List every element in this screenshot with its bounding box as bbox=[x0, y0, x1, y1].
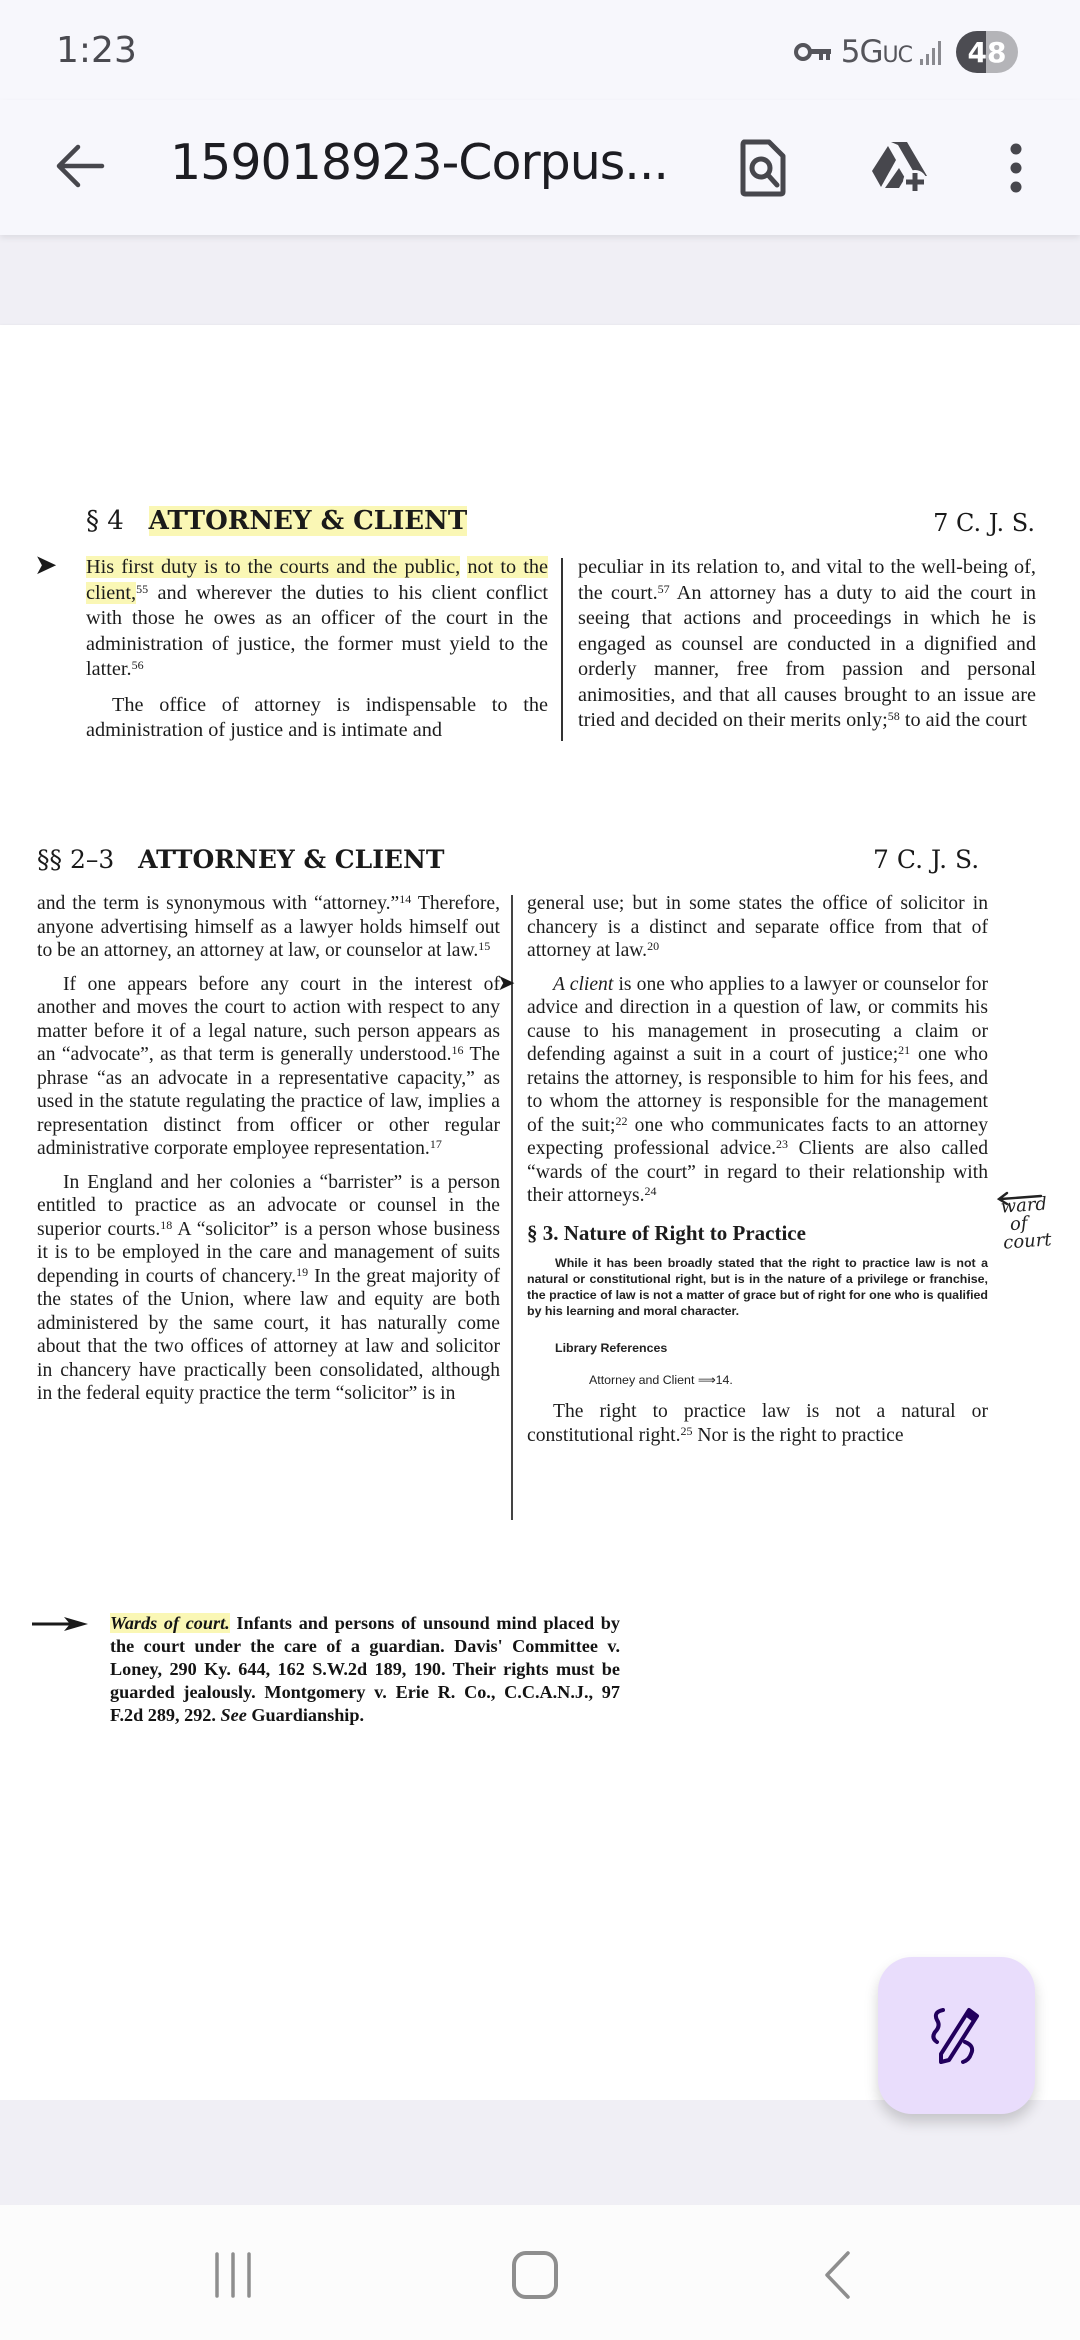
back-icon bbox=[822, 2250, 852, 2300]
footnote-ref: 57 bbox=[657, 581, 670, 596]
recent-apps-button[interactable] bbox=[183, 2235, 283, 2315]
paragraph-text: The right to practice law is not a natural or constitutional right. bbox=[527, 1401, 988, 1446]
defined-term: A client bbox=[553, 973, 614, 995]
section2-volume: 7 C. J. S. bbox=[873, 845, 980, 874]
footnote-ref: 19 bbox=[296, 1264, 309, 1279]
section2-left-column bbox=[37, 892, 500, 1406]
paragraph-text: general use; but in some states the office of solicitor in chancery is a distinct and separate office from that of attorney at law. bbox=[527, 893, 988, 961]
section2-number: §§ 2–3 bbox=[37, 845, 115, 874]
footnote-ref: 56 bbox=[131, 658, 144, 672]
paragraph-text: Clients are also called “wards of the court” in regard to their relationship with their attorneys. bbox=[527, 1138, 988, 1206]
footnote-ref: 18 bbox=[160, 1217, 173, 1232]
footnote-ref: 21 bbox=[898, 1043, 911, 1057]
footnote-ref: 14 bbox=[399, 892, 412, 906]
footnote-ref: 24 bbox=[644, 1184, 657, 1198]
footnote-ref: 58 bbox=[887, 709, 900, 723]
section1-right-column bbox=[578, 555, 1036, 734]
status-time: 1:23 bbox=[56, 30, 137, 71]
subsection-summary: While it has been broadly stated that the right to practice law is not a natural or constitutional right, but is in the nature of a privilege or franchise, the practice of law is not a matter of grace but of right for one who is qualified by his learning and moral character. bbox=[527, 1256, 988, 1318]
network-label: 5G bbox=[840, 34, 883, 70]
vpn-key-icon bbox=[793, 40, 833, 64]
footnote-ref: 25 bbox=[680, 1423, 693, 1438]
section1-left-column bbox=[86, 555, 548, 744]
system-nav-bar bbox=[0, 2205, 1080, 2340]
paragraph-text: is one who applies to a lawyer or counselor for advice and direction in a question of law, or commits his cause to his management in prosecuting a claim or defending against a suit in a court of justice; bbox=[527, 973, 988, 1065]
back-arrow-icon bbox=[54, 143, 106, 189]
footnote-ref: 55 bbox=[136, 581, 149, 596]
battery-icon bbox=[956, 31, 1018, 73]
paragraph-text: and wherever the duties to his client conflict with those he owes as an officer of the court in the administration of justice, the former must yield to the latter. bbox=[86, 581, 548, 680]
paragraph-text: one who communicates facts to an attorney expecting professional advice. bbox=[527, 1114, 989, 1159]
signal-icon bbox=[920, 39, 948, 65]
section1-title: ATTORNEY & CLIENT bbox=[148, 506, 468, 536]
paragraph-text: In England and her colonies a “barrister” is a person entitled to practice as an advocate or counsel in the superior courts. bbox=[37, 1171, 500, 1240]
document-page[interactable] bbox=[0, 325, 1080, 2100]
definition-footnote bbox=[110, 1612, 620, 1727]
margin-arrow-icon: ➤ bbox=[34, 548, 58, 581]
highlighted-text: not to the client, bbox=[86, 556, 549, 604]
add-to-drive-button[interactable] bbox=[862, 130, 938, 206]
handwritten-word: ward bbox=[1000, 1193, 1048, 1218]
footnote-ref: 17 bbox=[429, 1137, 442, 1151]
draw-pen-icon bbox=[929, 2006, 985, 2066]
paragraph-text: Nor is the right to practice bbox=[692, 1424, 904, 1446]
viewer-background-top bbox=[0, 235, 1080, 325]
paragraph-text: Therefore, anyone advertising himself as a lawyer holds himself out to be an attorney, an attorney at law, or counselor at law. bbox=[37, 893, 500, 961]
paragraph-text: If one appears before any court in the interest of another and moves the court to action with respect to any matter before it of a legal nature, such person appears as an “advocate”, as that term is generally understood. bbox=[37, 973, 500, 1065]
footnote-text: Infants and persons of unsound mind placed by the court under the care of a guardian. Davis' Committee v. Loney, 290 Ky. 644, 162 S.W.2d 189, 190. Their rights must be guarded jealously. Montgomery v. Erie R. Co., C.C.A.N.J., 97 F.2d 289, 292. bbox=[110, 1613, 620, 1725]
paragraph-text: one who retains the attorney, is responsible to him for his fees, and to whom the attorney is responsible for the management of the suit; bbox=[527, 1044, 988, 1136]
drive-add-icon bbox=[869, 140, 931, 196]
network-suffix: UC bbox=[882, 43, 912, 68]
handwritten-note bbox=[1000, 1195, 1052, 1252]
paragraph-text: peculiar in its relation to, and vital to the well-being of, the court. bbox=[578, 556, 1036, 604]
paragraph-text: The phrase “as an advocate in a representative capacity,” as used in the statute regulating the practice of law, implies a representation distinct from officer or other regular administrative corporate employee representation. bbox=[37, 1044, 500, 1159]
footnote-ref: 23 bbox=[776, 1137, 789, 1151]
more-options-button[interactable] bbox=[978, 130, 1054, 206]
app-bar bbox=[0, 100, 1080, 235]
footnote-ref: 22 bbox=[615, 1113, 628, 1128]
viewer-background-bottom bbox=[0, 2100, 1080, 2205]
highlighted-text: His first duty is to the courts and the public, bbox=[86, 556, 461, 578]
paragraph-text: and the term is synonymous with “attorney.” bbox=[37, 893, 400, 914]
library-reference-item: Attorney and Client ⟹14. bbox=[589, 1372, 733, 1387]
margin-arrow-icon: ➤ bbox=[497, 971, 516, 996]
paragraph-text: In the great majority of the states of the Union, where law and equity are both administered by the same court, it has naturally come about that the two offices of attorney at law and solicitor in chancery have practically been consolidated, although in the federal equity practice the term “solicitor” is in bbox=[37, 1265, 500, 1404]
back-button[interactable] bbox=[44, 130, 116, 202]
section1-number: § 4 bbox=[86, 506, 124, 536]
column-divider bbox=[561, 558, 563, 741]
annotate-fab[interactable] bbox=[878, 1957, 1035, 2114]
handwritten-word: court bbox=[1002, 1229, 1053, 1254]
see-reference: See bbox=[220, 1705, 247, 1725]
margin-arrow-icon bbox=[30, 1615, 92, 1633]
search-in-document-button[interactable] bbox=[725, 130, 801, 206]
document-search-icon bbox=[739, 139, 787, 197]
subsection-title: § 3. Nature of Right to Practice bbox=[527, 1220, 806, 1245]
more-vertical-icon bbox=[1008, 142, 1024, 194]
paragraph-text: The office of attorney is indispensable to the administration of justice and is intimate and bbox=[86, 693, 548, 741]
document-title: 159018923-Corpus... bbox=[170, 134, 669, 191]
paragraph-text: An attorney has a duty to aid the court in seeing that actions and proceedings in which he is engaged as counsel are conducted in a dignified and orderly manner, free from passion and personal animosities, and that all causes brought to an issue are tried and decided on their merits only; bbox=[578, 581, 1036, 731]
home-button[interactable] bbox=[485, 2235, 585, 2315]
section2-right-column bbox=[527, 892, 988, 1447]
footnote-text: Guardianship. bbox=[246, 1705, 365, 1725]
paragraph-text: A “solicitor” is a person whose business it is to be employed in the care and management of suits depending in courts of chancery. bbox=[37, 1218, 500, 1287]
paragraph-text: to aid the court bbox=[899, 709, 1028, 731]
footnote-ref: 20 bbox=[647, 939, 660, 953]
status-icons bbox=[793, 30, 1018, 74]
section1-volume: 7 C. J. S. bbox=[933, 509, 1035, 537]
section2-header bbox=[37, 845, 444, 874]
section2-title: ATTORNEY & CLIENT bbox=[138, 845, 445, 874]
recent-apps-icon bbox=[211, 2252, 255, 2298]
system-back-button[interactable] bbox=[787, 2235, 887, 2315]
defined-term: Wards of court. bbox=[110, 1613, 230, 1633]
section1-header bbox=[86, 506, 467, 536]
network-type bbox=[841, 34, 912, 70]
status-bar bbox=[0, 0, 1080, 100]
footnote-ref: 16 bbox=[451, 1043, 464, 1057]
home-icon bbox=[510, 2250, 560, 2300]
handwritten-word: of bbox=[1009, 1212, 1029, 1236]
battery-level: 48 bbox=[967, 35, 1007, 69]
library-references-label: Library References bbox=[555, 1341, 668, 1355]
footnote-ref: 15 bbox=[478, 939, 491, 953]
